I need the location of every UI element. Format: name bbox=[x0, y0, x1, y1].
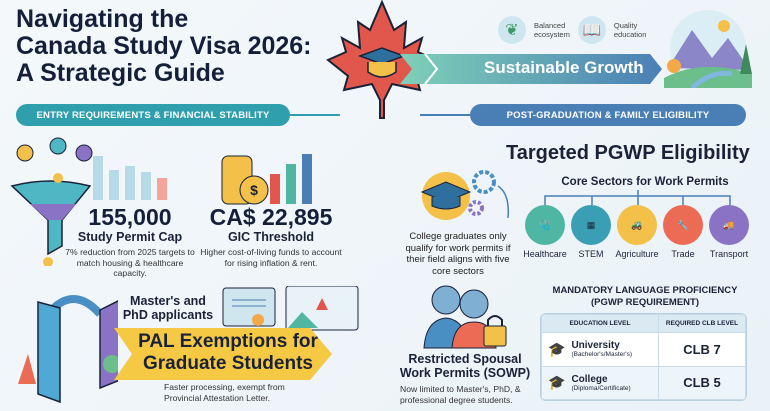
chip-icon: ▦ bbox=[571, 205, 611, 245]
pal-audience: Master's and PhD applicants bbox=[122, 294, 214, 322]
gic-threshold-label: GIC Threshold bbox=[227, 230, 315, 244]
section-entry-requirements: ENTRY REQUIREMENTS & FINANCIAL STABILITY bbox=[16, 104, 290, 126]
language-title-line: (PGWP REQUIREMENT) bbox=[590, 297, 700, 308]
sector-label: Agriculture bbox=[615, 249, 659, 259]
sowp-title-line: Work Permits (SOWP) bbox=[399, 366, 531, 380]
gic-threshold-value: CA$ 22,895 bbox=[209, 204, 333, 230]
pal-title-line: PAL Exemptions for bbox=[138, 331, 318, 352]
gic-threshold-desc: Higher cost-of-living funds to account for rising inflation & rent. bbox=[200, 247, 342, 268]
plant-icon: ❦ bbox=[498, 16, 526, 44]
table-row bbox=[542, 366, 746, 400]
pal-title bbox=[138, 331, 318, 375]
clb-level: CLB 7 bbox=[659, 333, 746, 367]
study-permit-cap-label: Study Permit Cap bbox=[77, 230, 183, 244]
language-table bbox=[540, 313, 747, 401]
graduation-cap-icon: 🎓 bbox=[548, 340, 566, 357]
column-header: EDUCATION LEVEL bbox=[542, 315, 659, 333]
growth-label: Sustainable Growth bbox=[484, 58, 644, 77]
study-permit-cap-desc: 7% reduction from 2025 targets to match housing & healthcare capacity. bbox=[65, 247, 195, 278]
language-title-line: MANDATORY LANGUAGE PROFICIENCY bbox=[552, 285, 738, 296]
badge-text: ecosystem bbox=[534, 30, 570, 39]
sector-label: STEM bbox=[578, 249, 604, 259]
pal-desc: Faster processing, exempt from Provincial Attestation Letter. bbox=[164, 382, 285, 403]
clb-level: CLB 5 bbox=[659, 366, 746, 400]
truck-icon: 🚚 bbox=[709, 205, 749, 245]
open-door-icon bbox=[8, 284, 118, 404]
sector-agriculture bbox=[612, 205, 662, 259]
education-detail: (Bachelor's/Master's) bbox=[571, 351, 633, 359]
sector-transport bbox=[704, 205, 754, 259]
graduation-cap-icon: 🎓 bbox=[548, 374, 566, 391]
badge-text: Quality bbox=[613, 21, 638, 30]
sector-healthcare bbox=[520, 205, 570, 259]
education-detail: (Diploma/Certificate) bbox=[571, 384, 631, 392]
title-line: Navigating the bbox=[16, 5, 189, 33]
sector-stem bbox=[566, 205, 616, 259]
sector-label: Healthcare bbox=[523, 249, 567, 259]
landscape-illustration bbox=[662, 8, 754, 88]
pal-title-line: Graduate Students bbox=[143, 353, 313, 374]
pgwp-title: Targeted PGWP Eligibility bbox=[506, 142, 750, 164]
tractor-icon: 🚜 bbox=[617, 205, 657, 245]
sector-list bbox=[520, 205, 754, 259]
sowp-desc: Now limited to Master's, PhD, & professional degree students. bbox=[400, 384, 521, 405]
stethoscope-icon: 🩺 bbox=[525, 205, 565, 245]
couple-lock-icon bbox=[422, 282, 512, 350]
sector-label: Trade bbox=[671, 249, 695, 259]
title-line: Canada Study Visa 2026: bbox=[16, 32, 312, 60]
sowp-title bbox=[398, 352, 532, 380]
language-title bbox=[540, 285, 750, 309]
tools-icon: 🔧 bbox=[663, 205, 703, 245]
sector-label: Transport bbox=[709, 249, 749, 259]
badge-text: education bbox=[613, 30, 647, 39]
title-line: A Strategic Guide bbox=[16, 59, 225, 87]
table-row bbox=[542, 333, 746, 367]
graduation-gears-icon bbox=[414, 170, 514, 230]
svg-text:$: $ bbox=[250, 182, 258, 198]
divider bbox=[290, 114, 340, 116]
column-header: REQUIRED CLB LEVEL bbox=[659, 315, 746, 333]
sectors-bracket bbox=[540, 190, 740, 206]
education-level: College bbox=[571, 373, 608, 385]
core-sectors-title: Core Sectors for Work Permits bbox=[561, 176, 729, 188]
badge-text: Balanced bbox=[534, 21, 566, 30]
sector-trade bbox=[658, 205, 708, 259]
growth-badges bbox=[498, 16, 646, 44]
page-title bbox=[16, 6, 312, 87]
divider bbox=[420, 114, 470, 116]
coins-chart-icon bbox=[218, 150, 318, 206]
sowp-title-line: Restricted Spousal bbox=[408, 352, 522, 366]
college-note: College graduates only qualify for work permits if their field aligns with five core sectors bbox=[405, 231, 511, 277]
section-post-graduation: POST-GRADUATION & FAMILY ELIGIBILITY bbox=[470, 104, 746, 126]
study-permit-cap-value: 155,000 bbox=[88, 204, 172, 230]
education-level: University bbox=[571, 340, 620, 352]
book-icon: 📖 bbox=[578, 16, 606, 44]
